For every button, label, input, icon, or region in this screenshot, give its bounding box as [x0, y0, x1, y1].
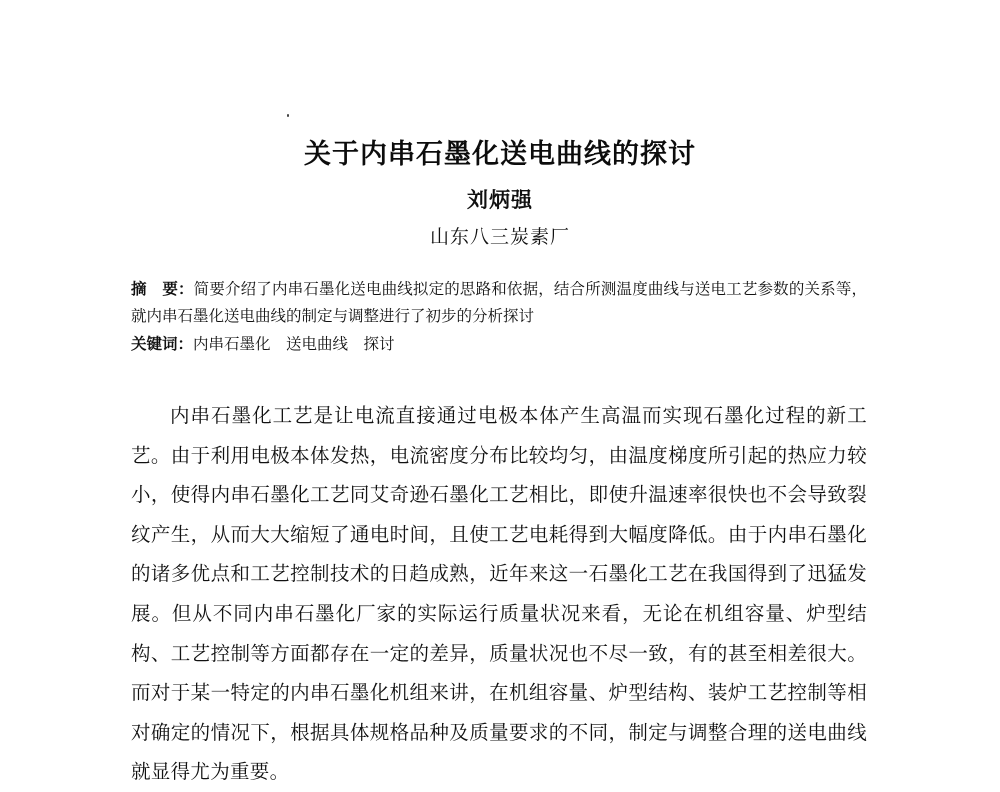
keywords-label: 关键词：: [131, 335, 194, 353]
abstract-label: 摘 要：: [131, 280, 194, 298]
author-affiliation: 山东八三炭素厂: [429, 226, 570, 248]
keywords-text: 内串石墨化 送电曲线 探讨: [193, 335, 395, 353]
paper-title: 关于内串石墨化送电曲线的探讨: [304, 139, 696, 170]
abstract-text: 简要介绍了内串石墨化送电曲线拟定的思路和依据，结合所测温度曲线与送电工艺参数的关系等，就内串石墨化送电曲线的制定与调整进行了初步的分析探讨: [131, 280, 867, 325]
author-name: 刘炳强: [467, 188, 533, 212]
keywords: [131, 331, 867, 358]
abstract: [131, 276, 867, 330]
scan-speck: [287, 114, 289, 117]
body-paragraph: 内串石墨化工艺是让电流直接通过电极本体产生高温而实现石墨化过程的新工艺。由于利用电极本体发热，电流密度分布比较均匀，由温度梯度所引起的热应力较小，使得内串石墨化工艺同艾奇逊石墨化工艺相比，即使升温速率很快也不会导致裂纹产生，从而大大缩短了通电时间，且使工艺电耗得到大幅度降低。由于内串石墨化的诸多优点和工艺控制技术的日趋成熟，近年来这一石墨化工艺在我国得到了迅猛发展。但从不同内串石墨化厂家的实际运行质量状况来看，无论在机组容量、炉型结构、工艺控制等方面都存在一定的差异，质量状况也不尽一致，有的甚至相差很大。而对于某一特定的内串石墨化机组来讲，在机组容量、炉型结构、装炉工艺控制等相对确定的情况下，根据具体规格品种及质量要求的不同，制定与调整合理的送电曲线就显得尤为重要。: [131, 404, 867, 784]
